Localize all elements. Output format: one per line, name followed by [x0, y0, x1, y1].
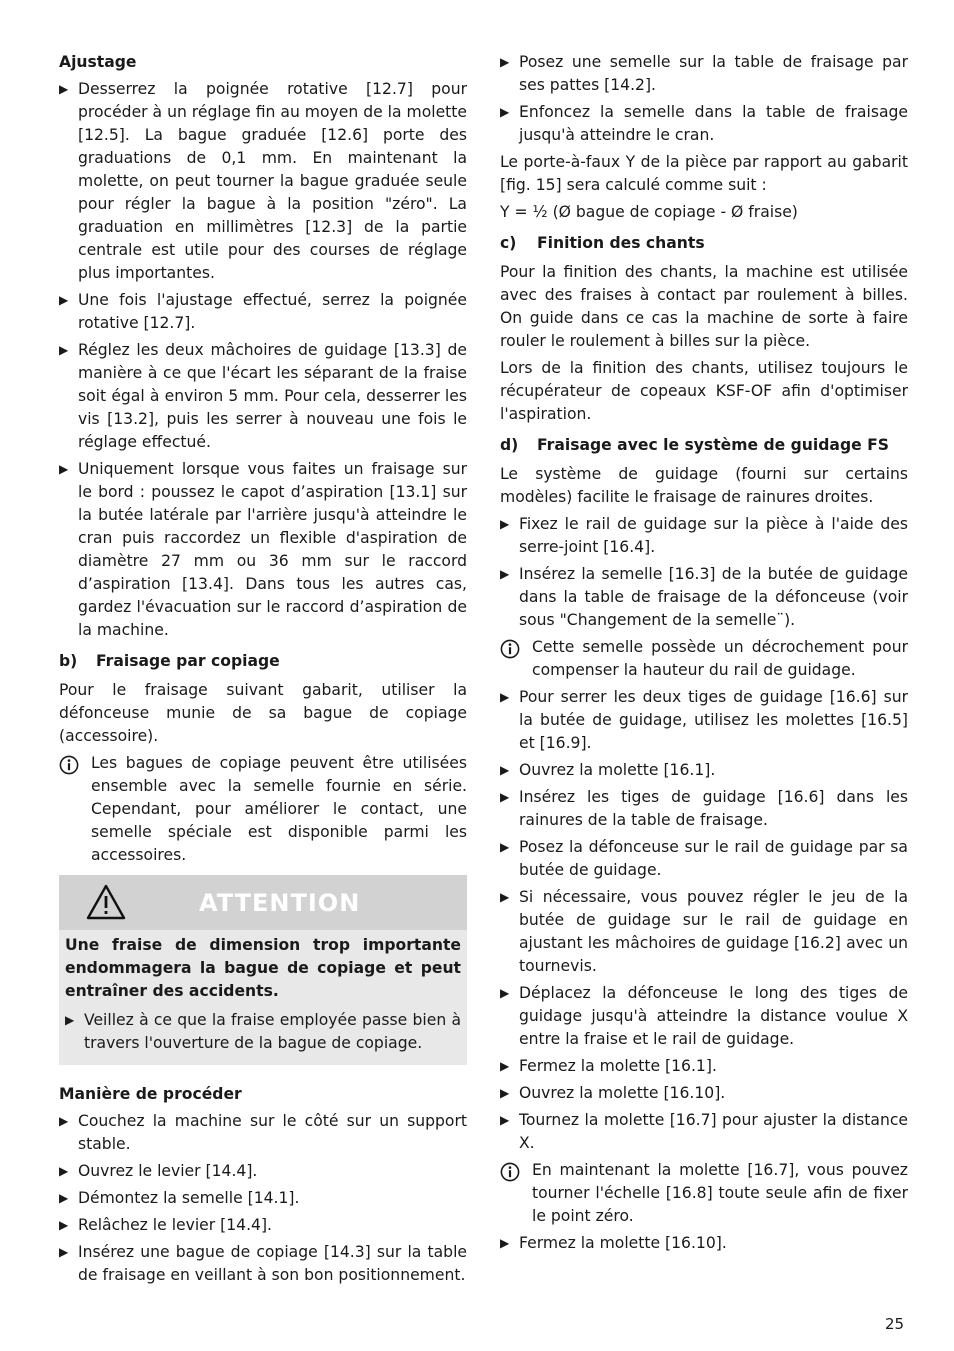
bullet-item: ▶ Posez la défonceuse sur le rail de guidage par sa butée de guidage.	[500, 836, 908, 882]
info-icon	[59, 752, 91, 867]
bullet-item: ▶ Fermez la molette [16.10].	[500, 1232, 908, 1255]
bullet-item: ▶ Uniquement lorsque vous faites un fraisage sur le bord : poussez le capot d’aspiration [13.1] sur la butée latérale par l'arrière jusqu'à atteindre le cran puis raccordez un flexible d'aspiration de diamètre 27 mm ou 36 mm sur le raccord d’aspiration [13.4]. Dans tous les autres cas, gardez l'évacuation sur le raccord d’aspiration de la machine.	[59, 458, 467, 642]
attention-header	[59, 875, 467, 930]
attention-title: ATTENTION	[199, 889, 361, 917]
bullet-item: ▶ Fixez le rail de guidage sur la pièce à l'aide des serre-joint [16.4].	[500, 513, 908, 559]
bullet-item: ▶ Desserrez la poignée rotative [12.7] pour procéder à un réglage fin au moyen de la molette [12.5]. La bague graduée [12.6] porte des graduations de 0,1 mm. En maintenant la molette, on peut tourner la bague graduée seule pour régler la bague à la position "zéro". La graduation en millimètres [12.3] de la partie centrale est utile pour des courses de réglage plus importantes.	[59, 78, 467, 285]
bullet-arrow-icon: ▶	[59, 1191, 69, 1205]
bullet-item: ▶ Couchez la machine sur le côté sur un support stable.	[59, 1110, 467, 1156]
subheading-systeme-guidage: d) Fraisage avec le système de guidage FS	[500, 436, 889, 454]
bullet-item: ▶ Si nécessaire, vous pouvez régler le jeu de la butée de guidage sur le rail de guidage en ajustant les mâchoires de guidage [16.2] avec un tournevis.	[500, 886, 908, 978]
bullet-item: ▶ Démontez la semelle [14.1].	[59, 1187, 467, 1210]
bullet-item: ▶ Insérez une bague de copiage [14.3] sur la table de fraisage en veillant à son bon positionnement.	[59, 1241, 467, 1287]
bullet-arrow-icon: ▶	[500, 690, 510, 704]
paragraph: Lors de la finition des chants, utilisez toujours le récupérateur de copeaux KSF-OF afin d'optimiser l'aspiration.	[500, 359, 908, 423]
bullet-arrow-icon: ▶	[500, 55, 510, 69]
info-note: Les bagues de copiage peuvent être utilisées ensemble avec la semelle fournie en série. Cependant, pour améliorer le contact, une semelle spéciale est disponible parmi les accessoires.	[59, 752, 467, 867]
bullet-arrow-icon: ▶	[59, 1218, 69, 1232]
subheading-fraisage-copiage: b) Fraisage par copiage	[59, 652, 280, 670]
bullet-item: ▶ Enfoncez la semelle dans la table de fraisage jusqu'à atteindre le cran.	[500, 101, 908, 147]
bullet-item: ▶ Ouvrez le levier [14.4].	[59, 1160, 467, 1183]
bullet-arrow-icon: ▶	[59, 343, 69, 357]
info-note: En maintenant la molette [16.7], vous pouvez tourner l'échelle [16.8] toute seule afin de fixer le point zéro.	[500, 1159, 908, 1228]
paragraph: Pour le fraisage suivant gabarit, utiliser la défonceuse munie de sa bague de copiage (accessoire).	[59, 681, 467, 745]
bullet-arrow-icon: ▶	[500, 890, 510, 904]
bullet-arrow-icon: ▶	[65, 1013, 75, 1027]
heading-maniere: Manière de procéder	[59, 1085, 242, 1103]
right-column	[500, 51, 908, 1259]
bullet-arrow-icon: ▶	[500, 986, 510, 1000]
bullet-item: ▶ Insérez les tiges de guidage [16.6] dans les rainures de la table de fraisage.	[500, 786, 908, 832]
bullet-arrow-icon: ▶	[500, 1086, 510, 1100]
bullet-item: ▶ Ouvrez la molette [16.10].	[500, 1082, 908, 1105]
attention-text: Une fraise de dimension trop importante endommagera la bague de copiage et peut entraîner des accidents.	[65, 936, 461, 1000]
bullet-arrow-icon: ▶	[500, 517, 510, 531]
paragraph: Le système de guidage (fourni sur certains modèles) facilite le fraisage de rainures droites.	[500, 465, 908, 506]
bullet-arrow-icon: ▶	[500, 567, 510, 581]
bullet-item: ▶ Ouvrez la molette [16.1].	[500, 759, 908, 782]
bullet-item: ▶ Fermez la molette [16.1].	[500, 1055, 908, 1078]
bullet-item: ▶ Réglez les deux mâchoires de guidage [13.3] de manière à ce que l'écart les séparant de la fraise soit égal à environ 5 mm. Pour cela, desserrer les vis [13.2], puis les serrer à nouveau une fois le réglage effectué.	[59, 339, 467, 454]
bullet-arrow-icon: ▶	[500, 790, 510, 804]
bullet-item: ▶ Relâchez le levier [14.4].	[59, 1214, 467, 1237]
bullet-item: ▶ Tournez la molette [16.7] pour ajuster la distance X.	[500, 1109, 908, 1155]
bullet-arrow-icon: ▶	[500, 763, 510, 777]
formula: Y = ½ (Ø bague de copiage - Ø fraise)	[500, 203, 798, 221]
bullet-item: ▶ Posez une semelle sur la table de fraisage par ses pattes [14.2].	[500, 51, 908, 97]
bullet-arrow-icon: ▶	[500, 840, 510, 854]
heading-ajustage: Ajustage	[59, 53, 137, 71]
bullet-arrow-icon: ▶	[59, 293, 69, 307]
bullet-item: ▶ Veillez à ce que la fraise employée passe bien à travers l'ouverture de la bague de copiage.	[65, 1009, 461, 1055]
info-icon	[500, 1159, 532, 1228]
left-column	[59, 51, 467, 1291]
bullet-arrow-icon: ▶	[500, 1113, 510, 1127]
bullet-arrow-icon: ▶	[500, 105, 510, 119]
bullet-arrow-icon: ▶	[59, 1245, 69, 1259]
bullet-item: ▶ Pour serrer les deux tiges de guidage [16.6] sur la butée de guidage, utilisez les molettes [16.5] et [16.9].	[500, 686, 908, 755]
bullet-arrow-icon: ▶	[500, 1059, 510, 1073]
bullet-arrow-icon: ▶	[59, 1114, 69, 1128]
info-icon	[500, 636, 532, 682]
warning-icon	[85, 883, 127, 928]
info-note: Cette semelle possède un décrochement pour compenser la hauteur du rail de guidage.	[500, 636, 908, 682]
bullet-arrow-icon: ▶	[59, 462, 69, 476]
paragraph: Pour la finition des chants, la machine est utilisée avec des fraises à contact par roulement à billes. On guide dans ce cas la machine de sorte à faire rouler le roulement à billes sur la pièce.	[500, 263, 908, 350]
bullet-item: ▶ Insérez la semelle [16.3] de la butée de guidage dans la table de fraisage de la défonceuse (voir sous "Changement de la semelle¨).	[500, 563, 908, 632]
subheading-finition-chants: c) Finition des chants	[500, 234, 705, 252]
bullet-arrow-icon: ▶	[500, 1236, 510, 1250]
bullet-item: ▶ Déplacez la défonceuse le long des tiges de guidage jusqu'à atteindre la distance voulue X entre la fraise et le rail de guidage.	[500, 982, 908, 1051]
bullet-arrow-icon: ▶	[59, 82, 69, 96]
page-number: 25	[885, 1315, 905, 1333]
attention-body	[59, 930, 467, 1065]
bullet-arrow-icon: ▶	[59, 1164, 69, 1178]
attention-box	[59, 875, 467, 1065]
bullet-item: ▶ Une fois l'ajustage effectué, serrez la poignée rotative [12.7].	[59, 289, 467, 335]
paragraph: Le porte-à-faux Y de la pièce par rapport au gabarit [fig. 15] sera calculé comme suit :	[500, 153, 908, 194]
